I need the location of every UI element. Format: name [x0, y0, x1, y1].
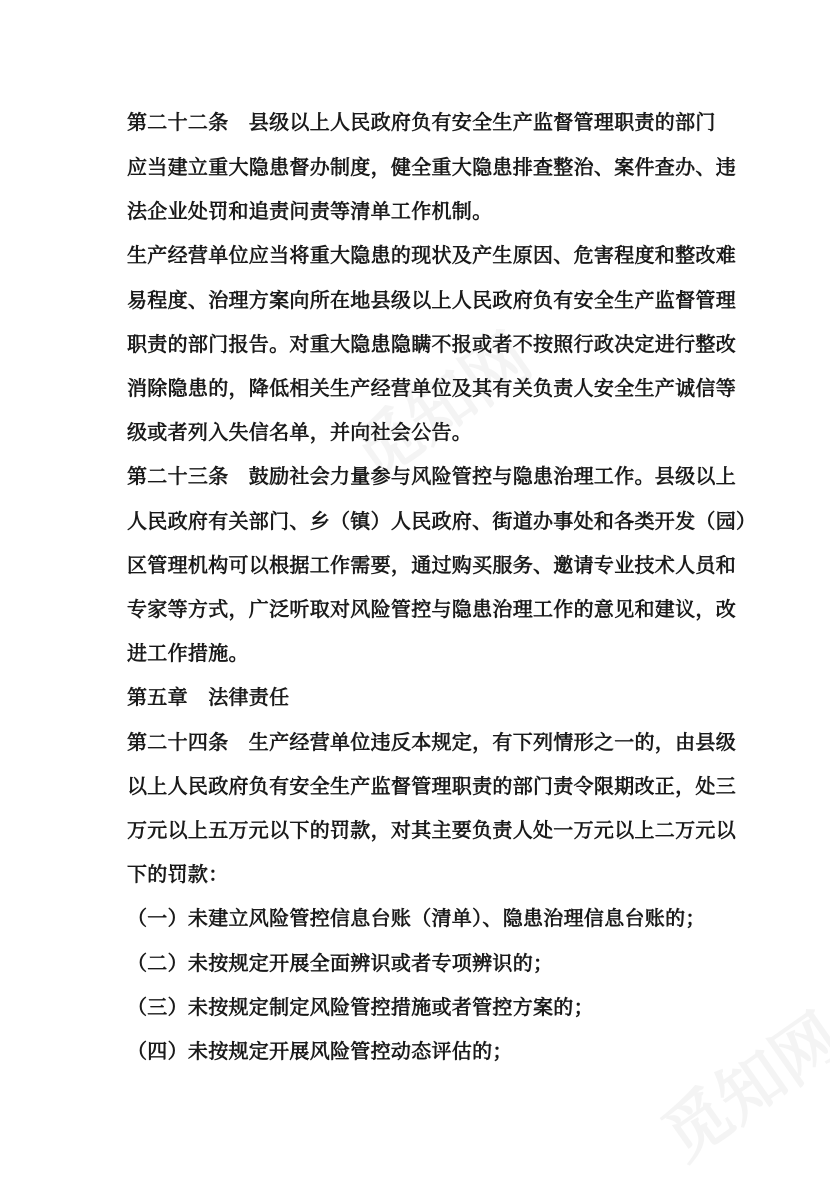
- text-line: 专家等方式，广泛听取对风险管控与隐患治理工作的意见和建议，改: [127, 597, 736, 621]
- text-line: 生产经营单位应当将重大隐患的现状及产生原因、危害程度和整改难: [127, 243, 736, 267]
- list-item: （一）未建立风险管控信息台账（清单）、隐患治理信息台账的；: [127, 906, 706, 930]
- text-line: 下的罚款：: [127, 862, 229, 886]
- chapter-heading: 第五章 法律责任: [127, 685, 290, 709]
- text-line: 易程度、治理方案向所在地县级以上人民政府负有安全生产监督管理: [127, 288, 736, 312]
- text-line: 级或者列入失信名单，并向社会公告。: [127, 420, 473, 444]
- text-line: 进工作措施。: [127, 641, 249, 665]
- watermark: [640, 986, 830, 1177]
- list-item: （二）未按规定开展全面辨识或者专项辨识的；: [127, 951, 554, 975]
- text-line: 区管理机构可以根据工作需要，通过购买服务、邀请专业技术人员和: [127, 553, 736, 577]
- text-line: 消除隐患的，降低相关生产经营单位及其有关负责人安全生产诚信等: [127, 376, 736, 400]
- text-line: 人民政府有关部门、乡（镇）人民政府、街道办事处和各类开发（园）: [127, 509, 757, 533]
- text-line: 职责的部门报告。对重大隐患隐瞒不报或者不按照行政决定进行整改: [127, 332, 736, 356]
- list-item: （四）未按规定开展风险管控动态评估的；: [127, 1039, 513, 1063]
- text-line: 法企业处罚和追责问责等清单工作机制。: [127, 199, 493, 223]
- text-line: 应当建立重大隐患督办制度，健全重大隐患排查整治、案件查办、违: [127, 155, 736, 179]
- text-line: 第二十三条 鼓励社会力量参与风险管控与隐患治理工作。县级以上: [127, 464, 736, 488]
- text-line: 第二十二条 县级以上人民政府负有安全生产监督管理职责的部门: [127, 110, 716, 134]
- list-item: （三）未按规定制定风险管控措施或者管控方案的；: [127, 995, 594, 1019]
- text-line: 以上人民政府负有安全生产监督管理职责的部门责令限期改正，处三: [127, 774, 736, 798]
- text-line: 第二十四条 生产经营单位违反本规定，有下列情形之一的，由县级: [127, 730, 736, 754]
- text-line: 万元以上五万元以下的罚款，对其主要负责人处一万元以上二万元以: [127, 818, 736, 842]
